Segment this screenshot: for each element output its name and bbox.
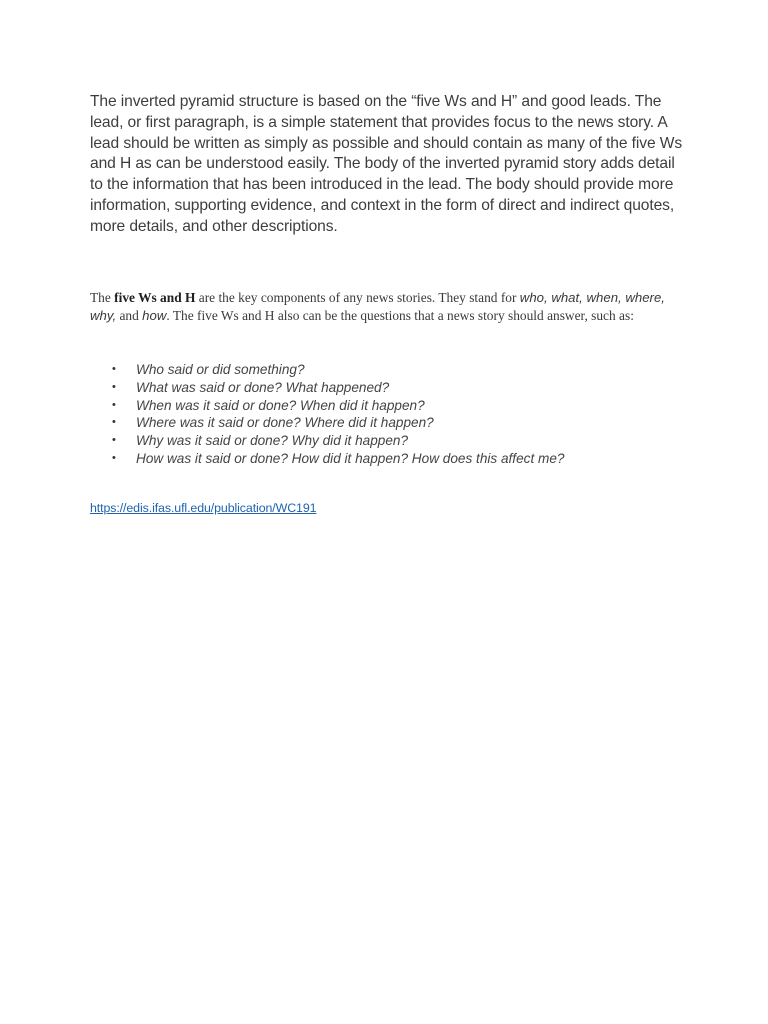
question-text: What was said or done? What happened?: [136, 379, 390, 395]
source-link[interactable]: https://edis.ifas.ufl.edu/publication/WC191: [90, 501, 317, 515]
list-item: [90, 450, 690, 468]
bullet-icon: •: [112, 416, 116, 429]
bullet-icon: •: [112, 451, 116, 464]
five-ws-italic-words: who, what, when, where, why,: [90, 290, 665, 323]
five-ws-paragraph: [90, 289, 670, 324]
five-ws-italic-how: how: [142, 307, 167, 323]
questions-list: [90, 361, 690, 468]
list-item: [90, 397, 690, 415]
intro-paragraph: The inverted pyramid structure is based on the “five Ws and H” and good leads. The lead, or first paragraph, is a simple statement that provides focus to the news story. A lead should be written as simply as possible and should contain as many of the five Ws and H as can be understood easily. The body of the inverted pyramid story adds detail to the information that has been introduced in the lead. The body should provide more information, supporting evidence, and context in the form of direct and indirect quotes, more details, and other descriptions.: [90, 93, 683, 235]
five-ws-text-4: . The five Ws and H also can be the questions that a news story should answer, such as:: [166, 307, 634, 323]
bullet-icon: •: [112, 363, 116, 375]
list-item: [90, 414, 690, 432]
list-item: [90, 432, 690, 450]
list-item: [90, 379, 690, 397]
five-ws-text-3: and: [116, 307, 143, 323]
bullet-icon: •: [112, 434, 116, 447]
five-ws-text-2: are the key components of any news stories. They stand for: [195, 290, 520, 305]
question-text: Why was it said or done? Why did it happen?: [136, 433, 409, 449]
question-text: How was it said or done? How did it happen? How does this affect me?: [136, 450, 565, 466]
five-ws-text-1: The: [90, 290, 115, 305]
question-text: Where was it said or done? Where did it happen?: [136, 415, 434, 431]
bullet-icon: •: [112, 380, 116, 393]
question-text: Who said or did something?: [136, 362, 305, 377]
list-item: [90, 361, 690, 379]
five-ws-bold-term: five Ws and H: [114, 290, 196, 305]
question-text: When was it said or done? When did it happen?: [136, 397, 425, 413]
bullet-icon: •: [112, 398, 116, 411]
